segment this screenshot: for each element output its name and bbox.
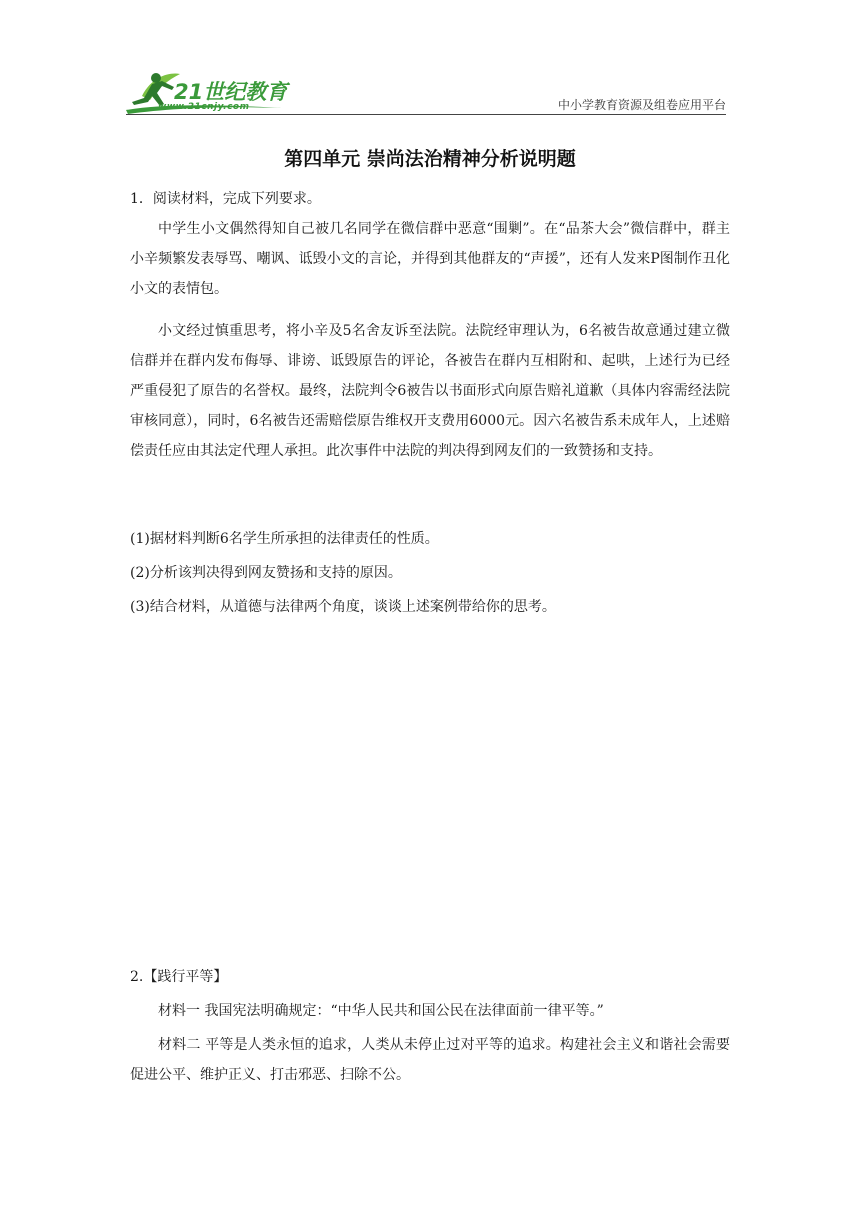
header-divider	[126, 114, 726, 115]
q2-material-2: 材料二 平等是人类永恒的追求，人类从未停止过对平等的追求。构建社会主义和谐社会需要促进公平、维护正义、打击邪恶、扫除不公。	[130, 1037, 730, 1083]
logo-url: www.21cnjy.com	[158, 102, 250, 112]
q1-subquestion-3: (3)结合材料，从道德与法律两个角度，谈谈上述案例带给你的思考。	[130, 599, 556, 615]
q1-subquestion-1: (1)据材料判断6名学生所承担的法律责任的性质。	[130, 531, 439, 547]
page-title: 第四单元 崇尚法治精神分析说明题	[284, 148, 576, 170]
page-header	[0, 0, 860, 120]
q2-prompt: 2.【践行平等】	[130, 969, 228, 985]
q1-prompt: 1．阅读材料，完成下列要求。	[130, 191, 321, 207]
q2-material-1: 材料一 我国宪法明确规定：“中华人民共和国公民在法律面前一律平等。”	[158, 1003, 604, 1019]
platform-label: 中小学教育资源及组卷应用平台	[557, 98, 726, 112]
q1-paragraph-2: 小文经过慎重思考，将小辛及5名舍友诉至法院。法院经审理认为，6名被告故意通过建立微信群并在群内发布侮辱、诽谤、诋毁原告的评论，各被告在群内互相附和、起哄，上述行为已经严重侵犯了原告的名誉权。最终，法院判令6被告以书面形式向原告赔礼道歉（具体内容需经法院审核同意），同时，6名被告还需赔偿原告维权开支费用6000元。因六名被告系未成年人，上述赔偿责任应由其法定代理人承担。此次事件中法院的判决得到网友们的一致赞扬和支持。	[130, 323, 730, 459]
logo	[122, 66, 292, 120]
q1-paragraph-1: 中学生小文偶然得知自己被几名同学在微信群中恶意“围剿”。在“品茶大会”微信群中，群主小辛频繁发表辱骂、嘲讽、诋毁小文的言论，并得到其他群友的“声援”，还有人发来P图制作丑化小文的表情包。	[130, 221, 730, 297]
q1-subquestion-2: (2)分析该判决得到网友赞扬和支持的原因。	[130, 565, 402, 581]
logo-text: 21世纪教育	[174, 80, 288, 104]
